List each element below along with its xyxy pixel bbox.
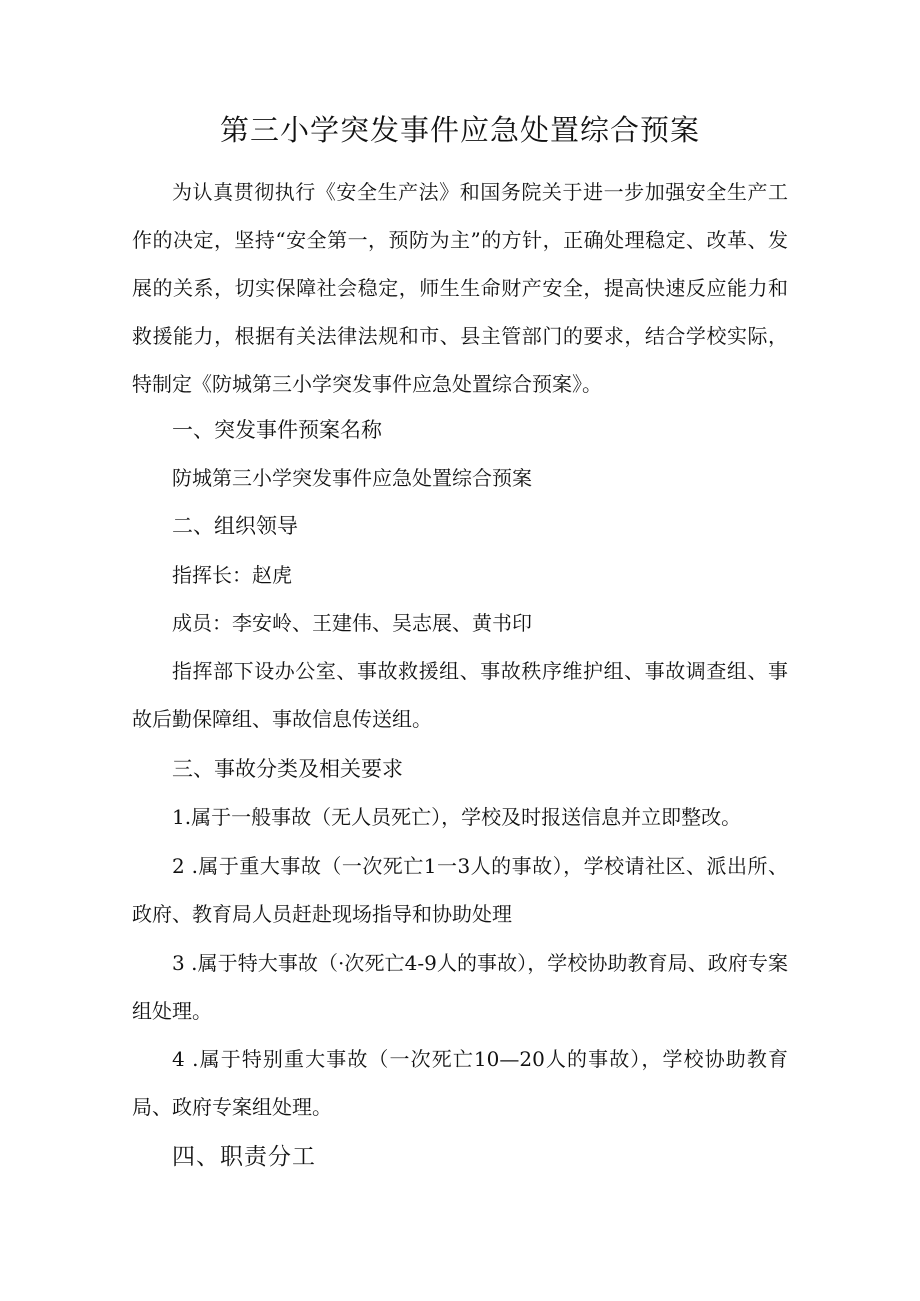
commander-line: 指挥长：赵虎	[172, 563, 292, 587]
document-title: 第三小学突发事件应急处置综合预案	[219, 113, 700, 147]
accident-item-4: 4 .属于特别重大事故（一次死亡10—20人的事故），学校协助教育局、政府专案组处理。	[132, 1047, 788, 1119]
offices-paragraph: 指挥部下设办公室、事故救援组、事故秩序维护组、事故调查组、事故后勤保障组、事故信息传送组。	[132, 659, 788, 731]
accident-item-3: 3 .属于特大事故（·次死亡4-9人的事故），学校协助教育局、政府专案组处理。	[132, 951, 788, 1023]
members-line: 成员：李安岭、王建伟、吴志展、黄书印	[172, 611, 532, 635]
section-1-content: 防城第三小学突发事件应急处置综合预案	[172, 466, 532, 490]
accident-item-1: 1.属于一般事故（无人员死亡），学校及时报送信息并立即整改。	[172, 805, 742, 829]
intro-paragraph: 为认真贯彻执行《安全生产法》和国务院关于进一步加强安全生产工作的决定，坚持“安全第一，预防为主”的方针，正确处理稳定、改革、发展的关系，切实保障社会稳定，师生生命财产安全，提高快速反应能力和救援能力，根据有关法律法规和市、县主管部门的要求，结合学校实际，特制定《防城第三小学突发事件应急处置综合预案》。	[132, 180, 788, 396]
accident-item-2: 2 .属于重大事故（一次死亡1一3人的事故），学校请社区、派出所、政府、教育局人员赶赴现场指导和协助处理	[132, 854, 788, 926]
section-2-heading: 二、组织领导	[172, 514, 298, 538]
section-3-heading: 三、事故分类及相关要求	[172, 757, 403, 781]
section-4-heading: 四、职责分工	[172, 1144, 316, 1170]
section-1-heading: 一、突发事件预案名称	[172, 418, 382, 442]
